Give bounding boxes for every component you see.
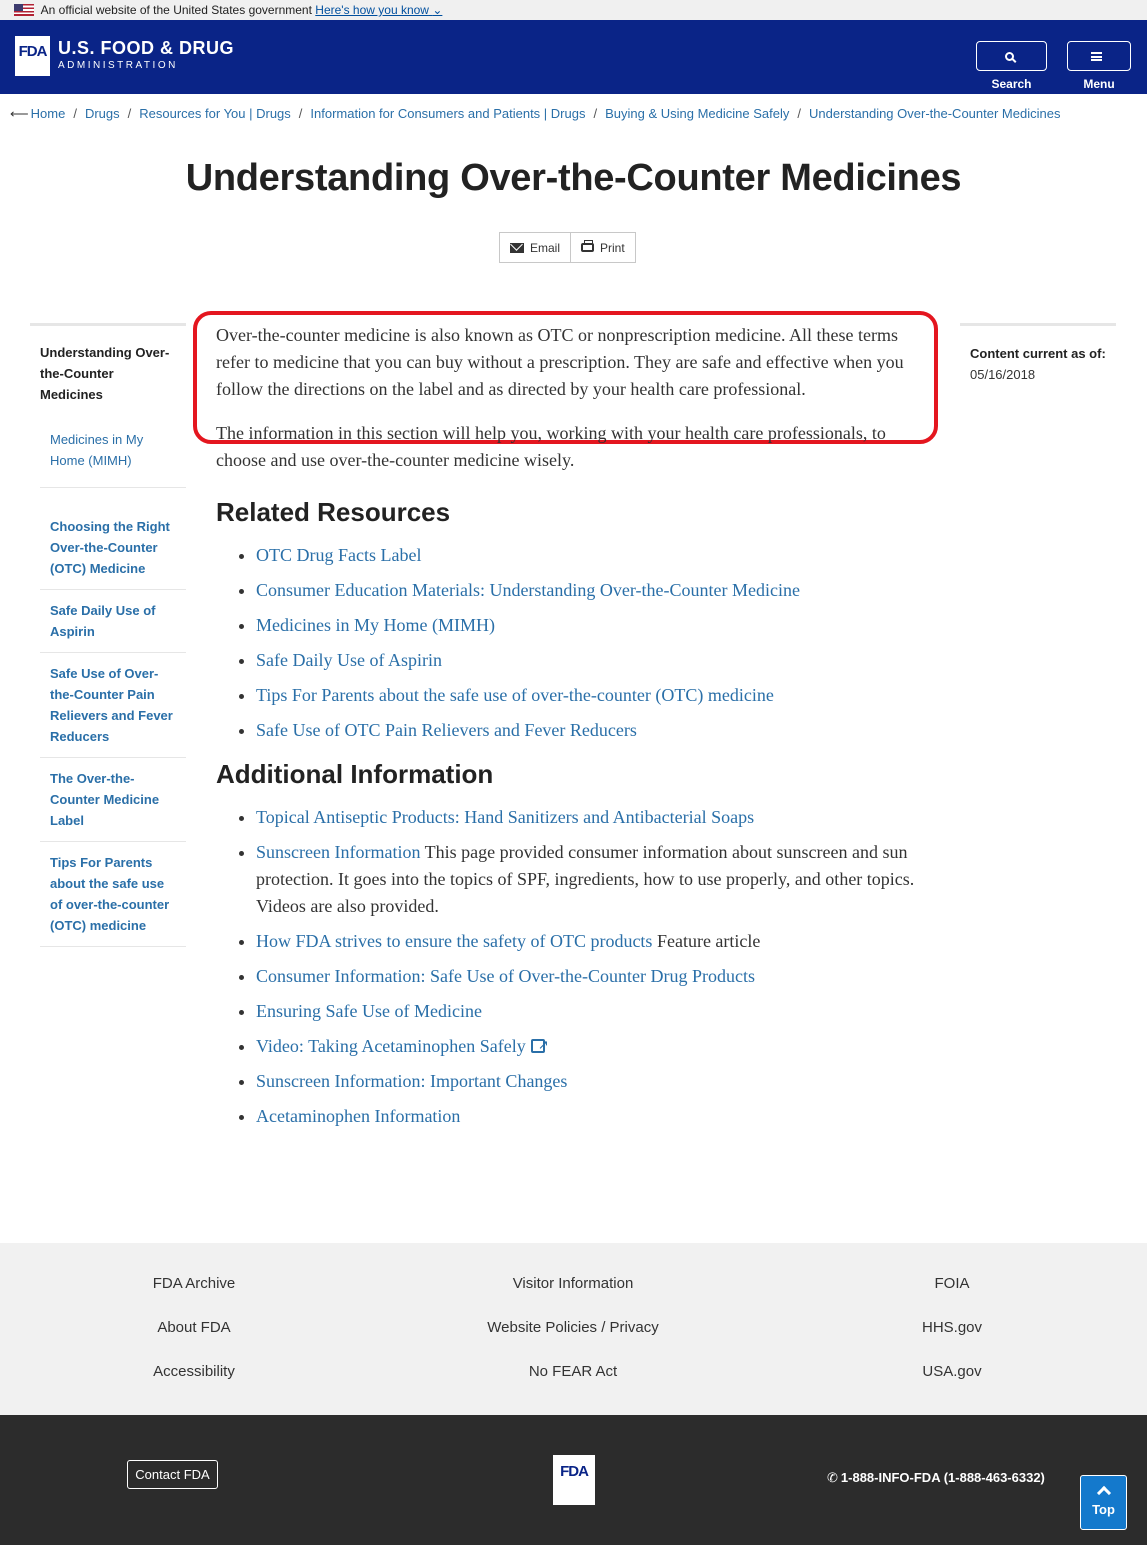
nav-item-choosing-otc[interactable]: Choosing the Right Over-the-Counter (OTC) Medicine: [40, 506, 186, 590]
footer-fda-logo[interactable]: FDA: [553, 1455, 595, 1505]
heres-how-you-know-link[interactable]: Here's how you know ⌄: [315, 3, 443, 17]
item-description: This page provided consumer information about sunscreen and sun protection. It goes into the topics of SPF, ingredients, how to use properly, and other topics. Videos are also provided.: [256, 842, 915, 916]
email-button[interactable]: Email: [500, 233, 570, 262]
page-title: Understanding Over-the-Counter Medicines: [185, 157, 962, 199]
nav-current-page: Understanding Over-the-Counter Medicines: [40, 345, 170, 402]
nav-item-mimh[interactable]: Medicines in My Home (MIMH): [40, 417, 186, 488]
footer-links: [0, 1243, 1147, 1415]
nav-item-medicine-label[interactable]: The Over-the-Counter Medicine Label: [40, 758, 186, 842]
nav-item-pain-relievers[interactable]: Safe Use of Over-the-Counter Pain Relievers and Fever Reducers: [40, 653, 186, 758]
additional-info-heading: Additional Information: [216, 759, 494, 789]
list-item: [256, 612, 932, 639]
footer-link-usa[interactable]: USA.gov: [922, 1363, 982, 1380]
phone-link[interactable]: ✆ 1-888-INFO-FDA (1-888-463-6332): [827, 1470, 1045, 1486]
site-header: [0, 20, 1147, 94]
phone-icon: ✆: [827, 1471, 838, 1486]
list-item: [256, 647, 932, 674]
related-link[interactable]: OTC Drug Facts Label: [256, 545, 422, 565]
additional-link[interactable]: Consumer Information: Safe Use of Over-the-Counter Drug Products: [256, 966, 756, 986]
list-item: [256, 1033, 932, 1060]
left-nav: [30, 323, 186, 947]
breadcrumb: ⟵ Home / Drugs / Resources for You | Drugs / Information for Consumers and Patients | Drugs / Buying & Using Medicine Safely / Understanding Over-the-Counter Medicines: [10, 106, 1061, 121]
related-link[interactable]: Consumer Education Materials: Understanding Over-the-Counter Medicine: [256, 580, 800, 600]
print-button[interactable]: Print: [570, 233, 635, 262]
related-link[interactable]: Safe Daily Use of Aspirin: [256, 650, 442, 670]
footer-link-foia[interactable]: FOIA: [934, 1275, 970, 1292]
list-item: [256, 839, 932, 920]
logo-title[interactable]: U.S. FOOD & DRUG: [58, 38, 235, 58]
list-item: [256, 577, 932, 604]
info-paragraph: The information in this section will help you, working with your health care professionals, to choose and use over-the-counter medicine wisely.: [216, 423, 886, 470]
intro-paragraph: Over-the-counter medicine is also known as OTC or nonprescription medicine. All these terms refer to medicine that you can buy without a prescription. They are safe and effective when you follow the directions on the label and as directed by your health care professional.: [216, 325, 904, 399]
additional-link[interactable]: How FDA strives to ensure the safety of OTC products: [256, 931, 653, 951]
list-item: [256, 998, 932, 1025]
content-current-date: 05/16/2018: [970, 367, 1036, 382]
search-icon: [1005, 52, 1014, 61]
list-item: [256, 1068, 932, 1095]
footer-link-archive[interactable]: FDA Archive: [152, 1275, 236, 1292]
nav-item-tips-parents[interactable]: Tips For Parents about the safe use of over-the-counter (OTC) medicine: [40, 842, 186, 947]
footer-column: [44, 1274, 344, 1406]
footer-bottom: [0, 1415, 1147, 1545]
fda-logo[interactable]: FDA: [15, 36, 50, 76]
external-link-icon: [531, 1039, 545, 1053]
search-button[interactable]: Search: [976, 41, 1047, 71]
breadcrumb-drugs[interactable]: Drugs: [84, 106, 120, 121]
list-item: [256, 963, 932, 990]
footer-link-policies[interactable]: Website Policies / Privacy: [487, 1319, 659, 1336]
list-item: [256, 804, 932, 831]
list-item: [256, 717, 932, 744]
related-link[interactable]: Safe Use of OTC Pain Relievers and Fever Reducers: [256, 720, 637, 740]
additional-link[interactable]: Sunscreen Information: [256, 842, 421, 862]
chevron-down-icon: ⌄: [432, 3, 443, 17]
gov-banner-text: An official website of the United States government: [40, 3, 312, 17]
footer-link-visitor[interactable]: Visitor Information: [512, 1275, 634, 1292]
related-link[interactable]: Medicines in My Home (MIMH): [256, 615, 495, 635]
footer-link-hhs[interactable]: HHS.gov: [921, 1319, 983, 1336]
footer-column: [802, 1274, 1102, 1406]
contact-fda-button[interactable]: Contact FDA: [127, 1460, 218, 1489]
additional-link[interactable]: Topical Antiseptic Products: Hand Sanitizers and Antibacterial Soaps: [256, 807, 755, 827]
breadcrumb-home[interactable]: Home: [30, 106, 66, 121]
gov-banner: [0, 0, 1147, 20]
breadcrumb-buying[interactable]: Buying & Using Medicine Safely: [605, 106, 790, 121]
back-to-top-button[interactable]: Top: [1080, 1475, 1127, 1530]
content-current-label: Content current as of:: [970, 346, 1106, 361]
share-toolbar: [499, 232, 636, 263]
additional-link[interactable]: Acetaminophen Information: [256, 1106, 461, 1126]
nav-item-aspirin[interactable]: Safe Daily Use of Aspirin: [40, 590, 186, 653]
related-resources-heading: Related Resources: [216, 497, 451, 527]
logo-subtitle[interactable]: ADMINISTRATION: [58, 60, 178, 71]
list-item: [256, 1103, 932, 1130]
breadcrumb-current[interactable]: Understanding Over-the-Counter Medicines: [808, 106, 1061, 121]
related-link[interactable]: Tips For Parents about the safe use of over-the-counter (OTC) medicine: [256, 685, 774, 705]
chevron-up-icon: [1096, 1486, 1110, 1500]
breadcrumb-resources[interactable]: Resources for You | Drugs: [139, 106, 291, 121]
additional-link[interactable]: Ensuring Safe Use of Medicine: [256, 1001, 482, 1021]
printer-icon: [581, 243, 594, 252]
envelope-icon: [510, 243, 524, 253]
content-meta: [960, 323, 1116, 402]
us-flag-icon: [14, 4, 34, 16]
hamburger-icon: [1091, 52, 1102, 61]
footer-link-accessibility[interactable]: Accessibility: [153, 1363, 235, 1380]
footer-link-about[interactable]: About FDA: [157, 1319, 231, 1336]
breadcrumb-consumers[interactable]: Information for Consumers and Patients | Drugs: [310, 106, 586, 121]
footer-link-nofear[interactable]: No FEAR Act: [528, 1363, 618, 1380]
main-content: [216, 322, 932, 1138]
list-item: [256, 682, 932, 709]
item-description: Feature article: [652, 931, 761, 951]
additional-link[interactable]: Video: Taking Acetaminophen Safely: [256, 1036, 526, 1056]
additional-link[interactable]: Sunscreen Information: Important Changes: [256, 1071, 568, 1091]
footer-column: [423, 1274, 723, 1406]
back-arrow-icon: ⟵: [10, 106, 29, 121]
additional-info-list: [216, 804, 932, 1130]
related-resources-list: [216, 542, 932, 744]
list-item: [256, 928, 932, 955]
menu-button[interactable]: Menu: [1067, 41, 1131, 71]
list-item: [256, 542, 932, 569]
